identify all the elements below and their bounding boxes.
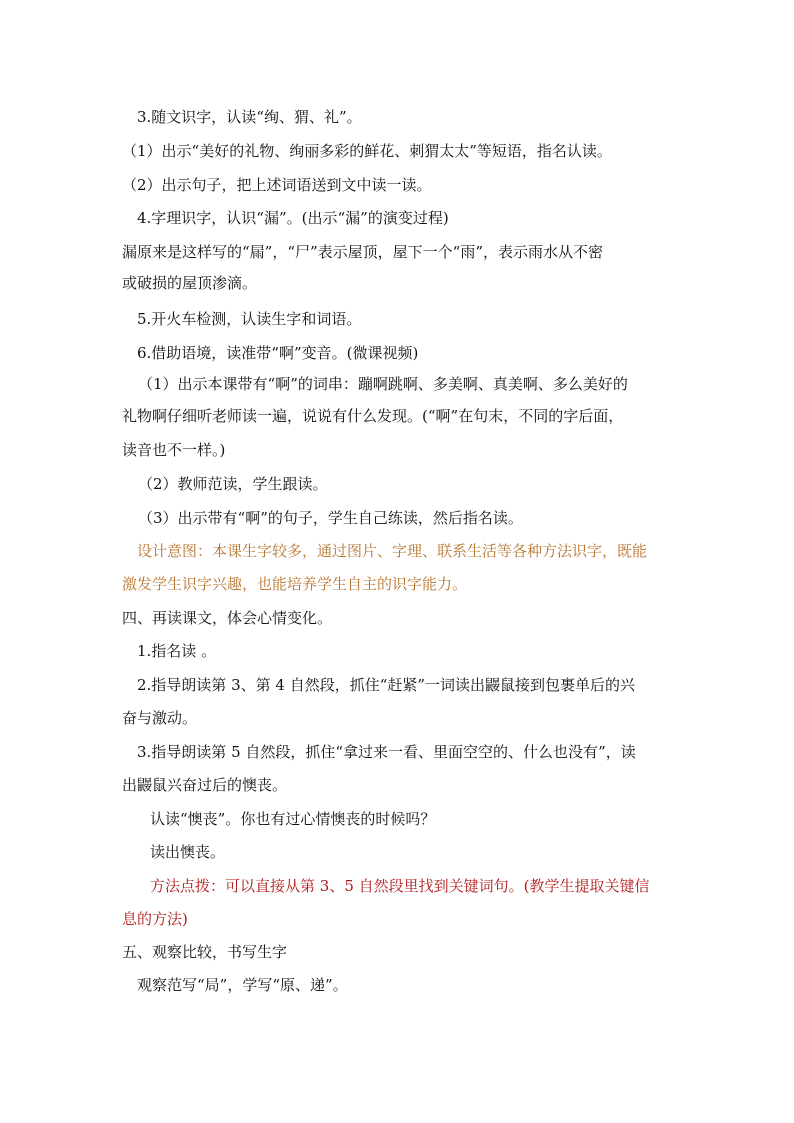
- text-line: 读出懊丧。: [150, 843, 226, 861]
- design-intent-note: 设计意图：本课生字较多，通过图片、字理、联系生活等各种方法识字，既能: [137, 542, 648, 560]
- text-line: 出鼹鼠兴奋过后的懊丧。: [122, 776, 288, 794]
- text-line: 2.指导朗读第 3、第 4 自然段，抓住“赶紧”一词读出鼹鼠接到包裹单后的兴: [137, 676, 636, 694]
- text-line: 漏原来是这样写的“屚”，“尸”表示屋顶，屋下一个“雨”，表示雨水从不密: [122, 243, 604, 261]
- design-intent-note: 激发学生识字兴趣，也能培养学生自主的识字能力。: [122, 575, 468, 593]
- text-line: 认读“懊丧”。你也有过心情懊丧的时候吗？: [150, 810, 436, 828]
- text-line: 4.字理识字，认识“漏”。(出示“漏”的演变过程): [137, 209, 449, 227]
- text-line: （2）教师范读，学生跟读。: [138, 475, 328, 493]
- text-line: （1）出示本课带有“啊”的词串：蹦啊跳啊、多美啊、真美啊、多么美好的: [138, 375, 628, 393]
- text-line: （2）出示句子，把上述词语送到文中读一读。: [122, 176, 432, 194]
- text-line: 读音也不一样。): [122, 441, 226, 459]
- text-line: 3.指导朗读第 5 自然段，抓住“拿过来一看、里面空空的、什么也没有”，读: [137, 743, 636, 761]
- text-line: 观察范写“局”，学写“原、递”。: [137, 976, 348, 994]
- text-line: （3）出示带有“啊”的句子，学生自己练读，然后指名读。: [138, 509, 523, 527]
- text-line: 礼物啊仔细听老师读一遍，说说有什么发现。(“啊”在句末，不同的字后面，: [122, 407, 624, 425]
- text-line: 或破损的屋顶渗滴。: [122, 274, 258, 292]
- text-line: 5.开火车检测，认读生字和词语。: [137, 310, 362, 328]
- text-line: 6.借助语境，读准带“啊”变音。(微课视频): [137, 344, 419, 362]
- section-heading: 四、再读课文，体会心情变化。: [122, 609, 333, 627]
- text-line: （1）出示“美好的礼物、绚丽多彩的鲜花、刺猬太太”等短语，指名认读。: [122, 142, 612, 160]
- method-tip-note: 方法点拨：可以直接从第 3、5 自然段里找到关键词句。(教学生提取关键信: [150, 877, 650, 895]
- section-heading: 五、观察比较，书写生字: [122, 943, 288, 961]
- method-tip-note: 息的方法): [122, 910, 188, 928]
- text-line: 3.随文识字，认读“绚、猬、礼”。: [137, 108, 362, 126]
- text-line: 1.指名读 。: [137, 642, 217, 660]
- text-line: 奋与激动。: [122, 709, 198, 727]
